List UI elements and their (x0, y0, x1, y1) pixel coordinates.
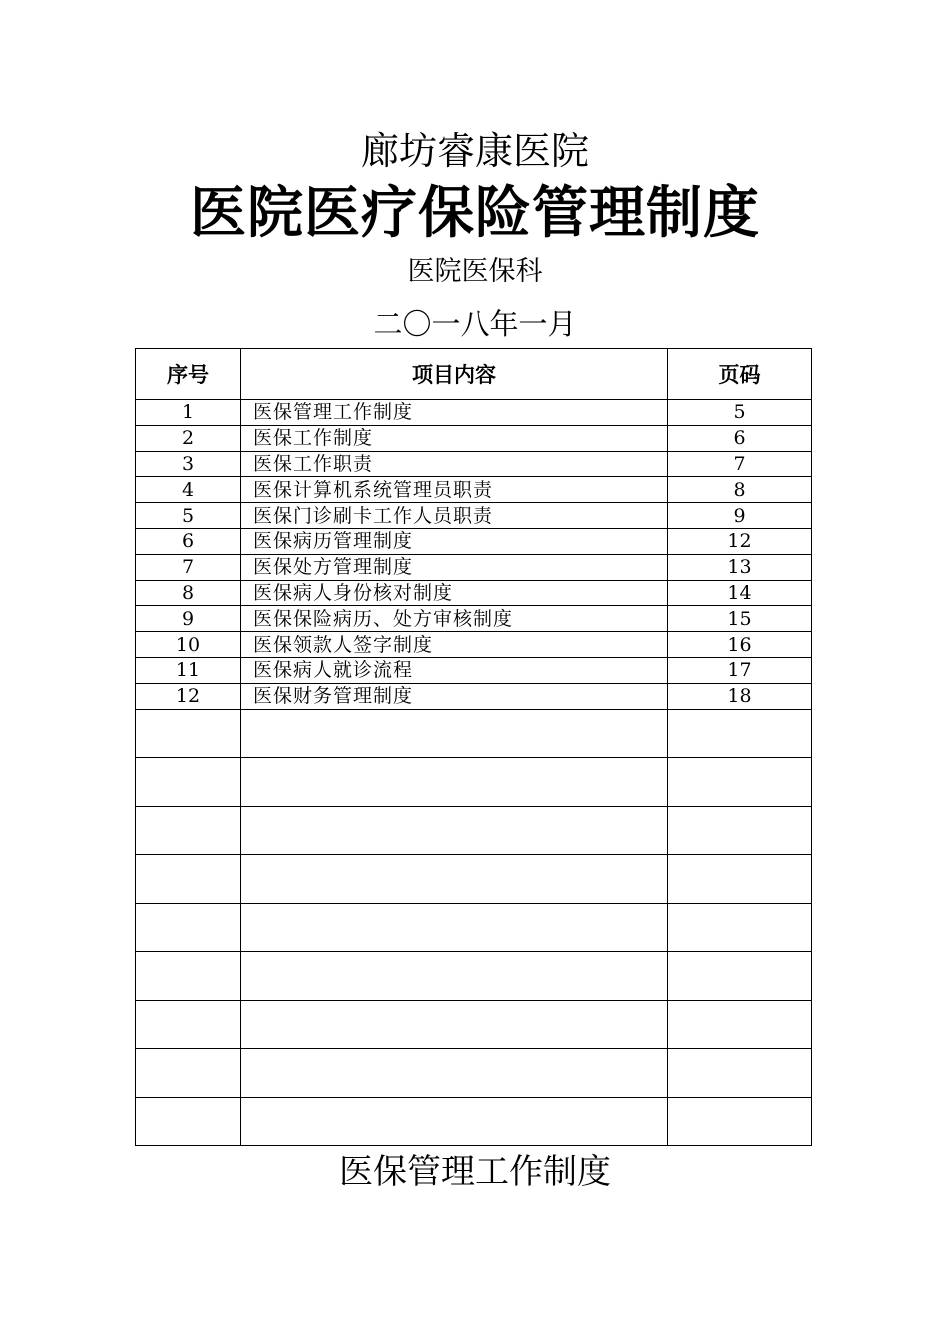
empty-cell (136, 806, 241, 855)
empty-cell (136, 952, 241, 1001)
row-page: 13 (668, 554, 812, 580)
row-page: 6 (668, 425, 812, 451)
row-item: 医保处方管理制度 (241, 554, 668, 580)
row-page: 7 (668, 451, 812, 477)
row-page: 14 (668, 580, 812, 606)
row-item: 医保保险病历、处方审核制度 (241, 606, 668, 632)
row-item: 医保领款人签字制度 (241, 632, 668, 658)
document-date: 二〇一八年一月 (373, 307, 577, 341)
row-item: 医保病人身份核对制度 (241, 580, 668, 606)
empty-cell (136, 709, 241, 758)
empty-cell (136, 1049, 241, 1098)
row-item: 医保计算机系统管理员职责 (241, 477, 668, 503)
empty-cell (668, 952, 812, 1001)
department-name: 医院医保科 (407, 256, 543, 287)
column-header-page: 页码 (668, 349, 812, 400)
table-row (136, 683, 812, 709)
table-row (136, 657, 812, 683)
row-number: 5 (136, 503, 241, 529)
empty-cell (136, 1097, 241, 1146)
column-header-number: 序号 (136, 349, 241, 400)
empty-cell (668, 758, 812, 807)
row-number: 2 (136, 425, 241, 451)
row-item: 医保工作职责 (241, 451, 668, 477)
table-row (136, 425, 812, 451)
hospital-name: 廊坊睿康医院 (360, 129, 589, 173)
row-item: 医保工作制度 (241, 425, 668, 451)
row-item: 医保财务管理制度 (241, 683, 668, 709)
empty-cell (241, 952, 668, 1001)
row-number: 8 (136, 580, 241, 606)
empty-table-row (136, 1000, 812, 1049)
row-item: 医保管理工作制度 (241, 400, 668, 426)
empty-cell (668, 855, 812, 904)
row-number: 4 (136, 477, 241, 503)
table-of-contents (135, 348, 812, 1146)
table-row (136, 606, 812, 632)
row-page: 16 (668, 632, 812, 658)
row-number: 11 (136, 657, 241, 683)
table-row (136, 528, 812, 554)
row-number: 1 (136, 400, 241, 426)
empty-cell (241, 709, 668, 758)
row-page: 5 (668, 400, 812, 426)
empty-cell (668, 1097, 812, 1146)
empty-cell (241, 806, 668, 855)
empty-cell (241, 1097, 668, 1146)
empty-table-row (136, 806, 812, 855)
empty-cell (241, 903, 668, 952)
empty-cell (241, 1049, 668, 1098)
table-row (136, 554, 812, 580)
row-page: 17 (668, 657, 812, 683)
empty-cell (668, 1049, 812, 1098)
table-row (136, 580, 812, 606)
empty-table-row (136, 1097, 812, 1146)
section-heading: 医保管理工作制度 (339, 1152, 611, 1192)
empty-table-row (136, 952, 812, 1001)
empty-cell (241, 1000, 668, 1049)
row-number: 6 (136, 528, 241, 554)
row-page: 18 (668, 683, 812, 709)
empty-table-row (136, 855, 812, 904)
row-item: 医保病人就诊流程 (241, 657, 668, 683)
row-number: 3 (136, 451, 241, 477)
table-row (136, 632, 812, 658)
empty-table-row (136, 903, 812, 952)
row-number: 12 (136, 683, 241, 709)
row-number: 9 (136, 606, 241, 632)
empty-cell (136, 903, 241, 952)
row-item: 医保病历管理制度 (241, 528, 668, 554)
empty-cell (136, 1000, 241, 1049)
row-page: 15 (668, 606, 812, 632)
column-header-item: 项目内容 (241, 349, 668, 400)
empty-cell (668, 709, 812, 758)
empty-cell (136, 855, 241, 904)
document-title: 医院医疗保险管理制度 (190, 181, 760, 246)
table-row (136, 477, 812, 503)
empty-cell (241, 855, 668, 904)
empty-table-row (136, 758, 812, 807)
empty-cell (241, 758, 668, 807)
empty-cell (136, 758, 241, 807)
row-item: 医保门诊刷卡工作人员职责 (241, 503, 668, 529)
empty-cell (668, 903, 812, 952)
row-page: 9 (668, 503, 812, 529)
row-page: 12 (668, 528, 812, 554)
empty-table-row (136, 709, 812, 758)
row-number: 10 (136, 632, 241, 658)
empty-cell (668, 806, 812, 855)
empty-cell (668, 1000, 812, 1049)
empty-table-row (136, 1049, 812, 1098)
toc-header-row (136, 349, 812, 400)
table-row (136, 451, 812, 477)
row-number: 7 (136, 554, 241, 580)
table-row (136, 503, 812, 529)
table-row (136, 400, 812, 426)
row-page: 8 (668, 477, 812, 503)
